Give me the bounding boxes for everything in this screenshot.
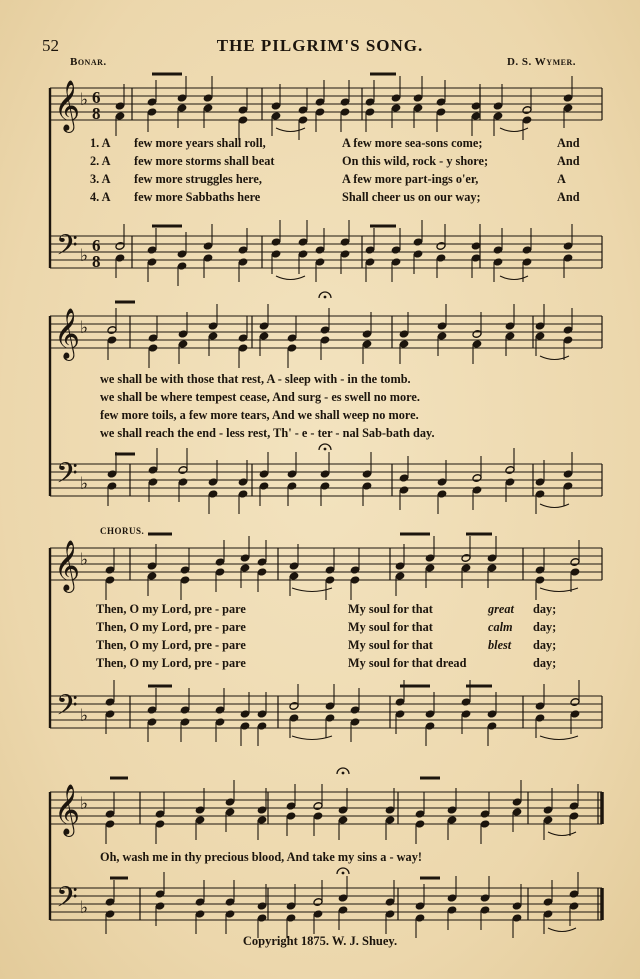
system1-bass-clef: 𝄢: [56, 229, 78, 269]
system2-treble-fermata-0-dot: [324, 296, 327, 299]
system1-treble-key-flat: ♭: [80, 90, 89, 110]
refrain-line: Oh, wash me in thy precious blood, And take my sins a - way!: [100, 850, 422, 864]
chorus-4-line-a: Then, O my Lord, pre - pare: [96, 656, 246, 670]
chorus-2-end: day;: [533, 620, 557, 634]
system2-bass-fermata-0-dot: [324, 448, 327, 451]
hymn-title: THE PILGRIM'S SONG.: [216, 36, 424, 55]
system1-slur-1: [500, 128, 528, 132]
system1-bass-slur-0: [276, 276, 305, 280]
system4-treble-clef: 𝄞: [54, 784, 81, 835]
system3-treble-key-flat: ♭: [80, 550, 89, 570]
system1-treble-time-top: 6: [92, 88, 101, 107]
system1-bass-time-bottom: 8: [92, 252, 101, 271]
system3-bass-clef: 𝄢: [56, 689, 78, 729]
page-number: 52: [42, 36, 59, 55]
verse-3-number: 3. A: [90, 172, 111, 186]
verse-3-pickup: A: [557, 172, 566, 186]
verse-4-line-b: Shall cheer us on our way;: [342, 190, 481, 204]
system4-bass-fermata-0-dot: [342, 872, 345, 875]
verse-1-line-b: A few more sea-sons come;: [342, 136, 483, 150]
system4-bass-slur-0: [548, 928, 576, 932]
system3-bass-slur-1: [540, 736, 578, 740]
author-credit: Bonar.: [70, 56, 107, 68]
system1-bass-slur-1: [500, 276, 528, 280]
chorus-1-line-a: Then, O my Lord, pre - pare: [96, 602, 246, 616]
system3-slur-1: [540, 588, 578, 592]
system3-treble-clef: 𝄞: [54, 540, 81, 591]
verse-4-line: we shall reach the end - less rest, Th' - e - ter - nal Sab-bath day.: [100, 426, 435, 440]
verse-2-pickup: And: [557, 154, 580, 168]
chorus-3-end: day;: [533, 638, 557, 652]
chorus-3-line-b: My soul for that: [348, 638, 433, 652]
chorus-1-italic-word: great: [488, 602, 514, 616]
chorus-2-italic-word: calm: [488, 620, 513, 634]
system2-slur-0: [540, 356, 569, 360]
verse-2-number: 2. A: [90, 154, 111, 168]
system4-slur-0: [548, 832, 576, 836]
chorus-2-line-a: Then, O my Lord, pre - pare: [96, 620, 246, 634]
verse-3-line-a: few more struggles here,: [134, 172, 262, 186]
system2-treble-clef: 𝄞: [54, 308, 81, 359]
verse-3-line: few more toils, a few more tears, And we shall weep no more.: [100, 408, 419, 422]
chorus-4-end: day;: [533, 656, 557, 670]
system2-bass-slur-0: [540, 504, 569, 508]
chorus-3-line-a: Then, O my Lord, pre - pare: [96, 638, 246, 652]
system1-bass-time-top: 6: [92, 236, 101, 255]
chorus-1-line-b: My soul for that: [348, 602, 433, 616]
chorus-2-line-b: My soul for that: [348, 620, 433, 634]
verse-1-line: we shall be with those that rest, A - sleep with - in the tomb.: [100, 372, 411, 386]
system4-bass-clef: 𝄢: [56, 881, 78, 921]
system4-bass-key-flat: ♭: [80, 898, 89, 918]
verse-2-line-a: few more storms shall beat: [134, 154, 275, 168]
chorus-4-line-b: My soul for that dread: [348, 656, 467, 670]
system3-bass-key-flat: ♭: [80, 706, 89, 726]
verse-1-line-a: few more years shall roll,: [134, 136, 266, 150]
system1-treble-clef: 𝄞: [54, 80, 81, 131]
chorus-label: CHORUS.: [100, 526, 145, 536]
copyright-line: Copyright 1875. W. J. Shuey.: [242, 934, 398, 948]
verse-1-pickup: And: [557, 136, 580, 150]
verse-3-line-b: A few more part-ings o'er,: [342, 172, 479, 186]
system2-bass-clef: 𝄢: [56, 457, 78, 497]
system1-bass-key-flat: ♭: [80, 246, 89, 266]
verse-4-number: 4. A: [90, 190, 111, 204]
system4-treble-key-flat: ♭: [80, 794, 89, 814]
system1-treble-time-bottom: 8: [92, 104, 101, 123]
verse-2-line: we shall be where tempest cease, And surg - es swell no more.: [100, 390, 420, 404]
chorus-3-italic-word: blest: [488, 638, 512, 652]
system1-slur-0: [276, 128, 305, 132]
system2-treble-key-flat: ♭: [80, 318, 89, 338]
verse-4-line-a: few more Sabbaths here: [134, 190, 261, 204]
system4-treble-fermata-0-dot: [342, 772, 345, 775]
composer-credit: D. S. Wymer.: [506, 56, 576, 68]
verse-4-pickup: And: [557, 190, 580, 204]
verse-1-number: 1. A: [90, 136, 111, 150]
verse-2-line-b: On this wild, rock - y shore;: [342, 154, 489, 168]
system2-bass-key-flat: ♭: [80, 474, 89, 494]
chorus-1-end: day;: [533, 602, 557, 616]
